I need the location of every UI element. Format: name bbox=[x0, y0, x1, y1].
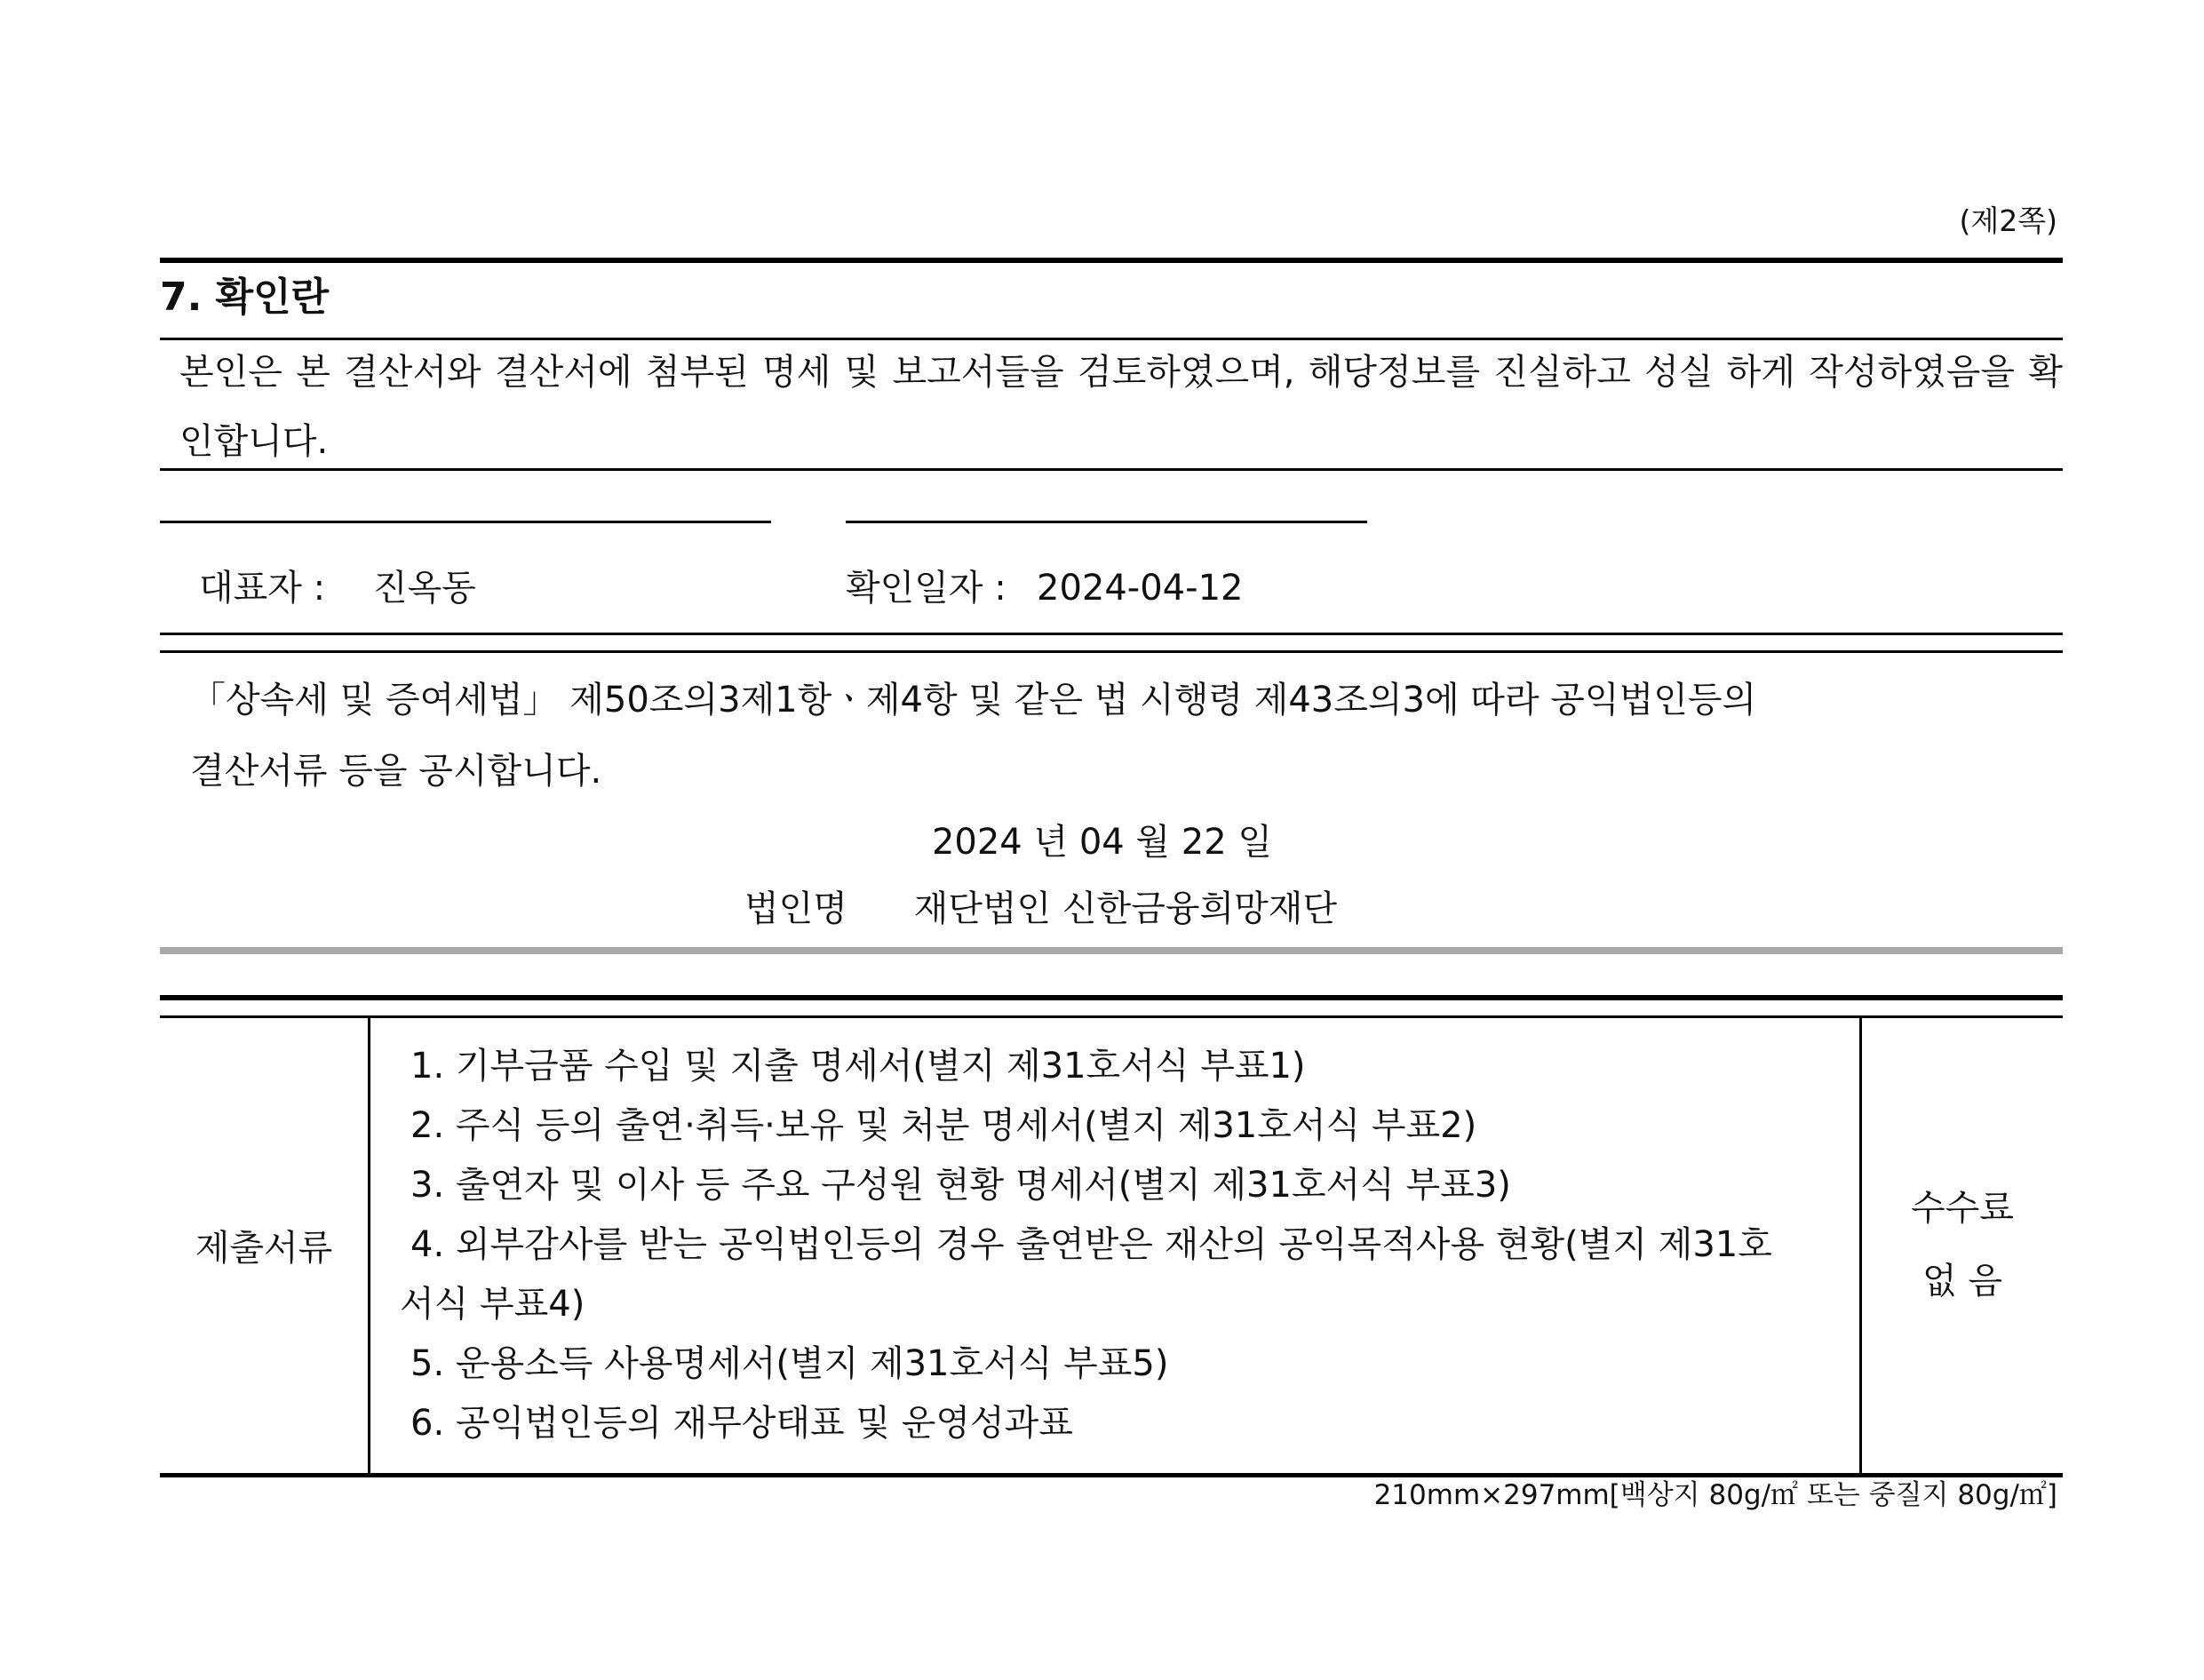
documents-label: 제출서류 bbox=[195, 1227, 333, 1269]
list-item: 5. 운용소득 사용명세서(별지 제31호서식 부표5) bbox=[410, 1342, 1169, 1384]
list-item: 1. 기부금품 수입 및 지출 명세서(별지 제31호서식 부표1) bbox=[410, 1045, 1306, 1087]
documents-list-cell bbox=[370, 1016, 1861, 1473]
fee-value: 없 음 bbox=[1922, 1261, 2002, 1302]
documents-top-rule-thick bbox=[160, 995, 2063, 1000]
section-title: 7. 확인란 bbox=[160, 275, 330, 320]
signature-line-date bbox=[846, 521, 1367, 523]
confirmation-statement: 본인은 본 결산서와 결산서에 첨부된 명세 및 보고서들을 검토하였으며, 해당정보를 진실하고 성실 하게 작성하였음을 확인합니다. bbox=[179, 352, 2063, 462]
list-item: 6. 공익법인등의 재무상태표 및 운영성과표 bbox=[410, 1402, 1073, 1444]
notice-date: 2024 년 04 월 22 일 bbox=[931, 822, 1273, 863]
corporation-label: 법인명 bbox=[744, 888, 847, 929]
list-item-line-1: 4. 외부감사를 받는 공익법인등의 경우 출연받은 재산의 공익목적사용 현황(별지 제31호 bbox=[410, 1223, 1772, 1265]
fee-label: 수수료 bbox=[1911, 1188, 2014, 1229]
list-item: 3. 출연자 및 이사 등 주요 구성원 현황 명세서(별지 제31호서식 부표3) bbox=[410, 1164, 1511, 1206]
signature-line-representative bbox=[160, 521, 771, 523]
documents-row bbox=[160, 1016, 2063, 1473]
documents-bottom-rule bbox=[160, 1473, 2063, 1477]
paper-spec-footer: 210mm×297mm[백상지 80g/㎡ 또는 중질지 80g/㎡] bbox=[1373, 1479, 2057, 1511]
representative-name: 진옥동 bbox=[373, 568, 476, 609]
documents-list bbox=[370, 1037, 1859, 1453]
notice-bottom-rule bbox=[160, 947, 2063, 954]
submitted-documents-table bbox=[160, 1016, 2063, 1473]
statement-bottom-rule bbox=[160, 468, 2063, 471]
fee-cell bbox=[1861, 1016, 2064, 1473]
notice-line-2: 결산서류 등을 공시합니다. bbox=[190, 751, 602, 792]
signature-bottom-rule-1 bbox=[160, 633, 2063, 635]
documents-label-cell bbox=[160, 1016, 370, 1473]
section-top-rule bbox=[160, 258, 2063, 263]
corporation-name-row bbox=[744, 888, 1338, 929]
signature-bottom-rule-2 bbox=[160, 650, 2063, 653]
list-item: 2. 주식 등의 출연·취득·보유 및 처분 명세서(별지 제31호서식 부표2) bbox=[410, 1104, 1477, 1146]
confirm-date-value: 2024-04-12 bbox=[1037, 568, 1244, 609]
corporation-name: 재단법인 신한금융희망재단 bbox=[913, 888, 1338, 929]
list-item-line-2: 서식 부표4) bbox=[400, 1283, 585, 1325]
notice-line-1: 「상속세 및 증여세법」 제50조의3제1항ㆍ제4항 및 같은 법 시행령 제43조의3에 따라 공익법인등의 bbox=[190, 680, 1757, 721]
page-number: (제2쪽) bbox=[1959, 203, 2057, 238]
confirm-date-label: 확인일자 : bbox=[846, 568, 1007, 609]
representative-label: 대표자 : bbox=[199, 568, 326, 609]
